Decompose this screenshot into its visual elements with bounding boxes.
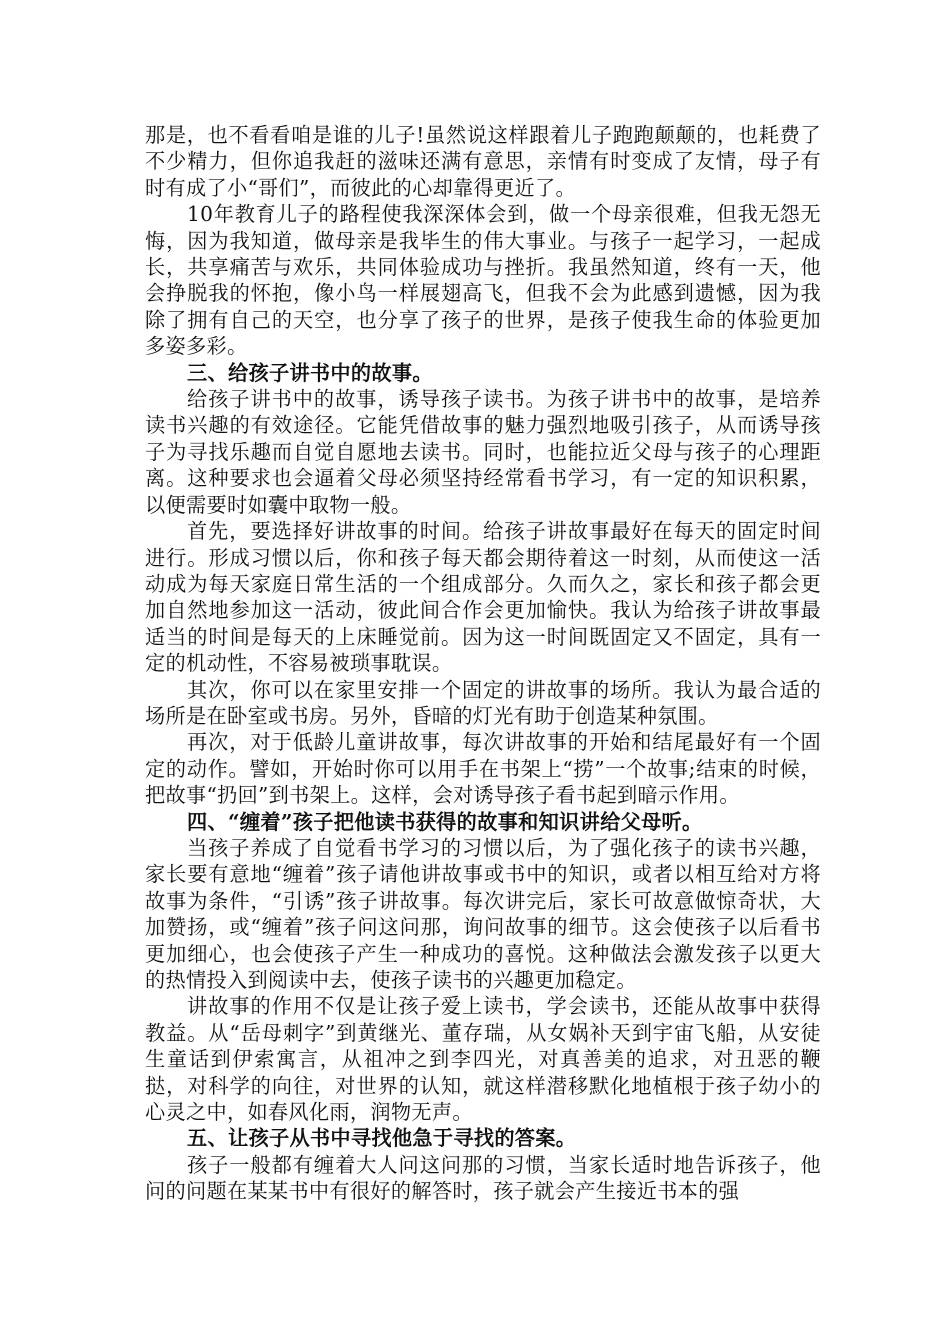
paragraph-story-place: 其次，你可以在家里安排一个固定的讲故事的场所。我认为最合适的场所是在卧室或书房。另外，昏暗的灯光有助于创造某种氛围。 [145,677,821,728]
section-heading-3: 三、给孩子讲书中的故事。 [187,360,433,385]
paragraph-storytelling: 给孩子讲书中的故事，诱导孩子读书。为孩子讲书中的故事，是培养读书兴趣的有效途径。它能凭借故事的魅力强烈地吸引孩子，从而诱导孩子为寻找乐趣而自觉自愿地去读书。同时，也能拉近父母与孩子的心理距离。这种要求也会逼着父母必须坚持经常看书学习，有一定的知识积累，以便需要时如囊中取物一般。 [145,387,821,517]
paragraph-story-time: 首先，要选择好讲故事的时间。给孩子讲故事最好在每天的固定时间进行。形成习惯以后，你和孩子每天都会期待着这一时刻，从而使这一活动成为每天家庭日常生活的一个组成部分。久而久之，家长和孩子都会更加自然地参加这一活动，彼此间合作会更加愉快。我认为给孩子讲故事最适当的时间是每天的上床睡觉前。因为这一时间既固定又不固定，具有一定的机动性，不容易被琐事耽误。 [145,519,821,676]
paragraph-child-retell: 当孩子养成了自觉看书学习的习惯以后，为了强化孩子的读书兴趣，家长要有意地“缠着”孩子请他讲故事或书中的知识，或者以相互给对方将故事为条件，“引诱”孩子讲故事。每次讲完后，家长可故意做惊奇状，大加赞扬，或“缠着”孩子问这问那，询问故事的细节。这会使孩子以后看书更加细心，也会使孩子产生一种成功的喜悦。这种做法会激发孩子以更大的热情投入到阅读中去，使孩子读书的兴趣更加稳定。 [145,835,821,992]
document-page [145,122,821,1205]
paragraph-story-ritual: 再次，对于低龄儿童讲故事，每次讲故事的开始和结尾最好有一个固定的动作。譬如，开始时你可以用手在书架上“捞”一个故事;结束的时候，把故事“扔回”到书架上。这样，会对诱导孩子看书起到暗示作用。 [145,730,821,808]
paragraph-motherhood: 10年教育儿子的路程使我深深体会到，做一个母亲很难，但我无怨无悔，因为我知道，做母亲是我毕生的伟大事业。与孩子一起学习，一起成长，共享痛苦与欢乐，共同体验成功与挫折。我虽然知道，终有一天，他会挣脱我的怀抱，像小鸟一样展翅高飞，但我不会为此感到遗憾，因为我除了拥有自己的天空，也分享了孩子的世界，是孩子使我生命的体验更加多姿多彩。 [145,202,821,359]
paragraph-answers: 孩子一般都有缠着大人问这问那的习惯，当家长适时地告诉孩子，他问的问题在某某书中有很好的解答时，孩子就会产生接近书本的强 [145,1152,821,1204]
section-heading-5: 五、让孩子从书中寻找他急于寻找的答案。 [187,1126,577,1151]
paragraph-continued: 那是，也不看看咱是谁的儿子!虽然说这样跟着儿子跑跑颠颠的，也耗费了不少精力，但你追我赶的滋味还满有意思，亲情有时变成了友情，母子有时有成了小“哥们”，而彼此的心却靠得更近了。 [145,123,821,200]
section-heading-4: 四、“缠着”孩子把他读书获得的故事和知识讲给父母听。 [187,809,703,834]
paragraph-story-benefits: 讲故事的作用不仅是让孩子爱上读书，学会读书，还能从故事中获得教益。从“岳母刺字”到黄继光、董存瑞，从女娲补天到宇宙飞船，从安徒生童话到伊索寓言，从祖冲之到李四光，对真善美的追求，对丑恶的鞭挞，对科学的向往，对世界的认知，就这样潜移默化地植根于孩子幼小的心灵之中，如春风化雨，润物无声。 [145,994,821,1125]
